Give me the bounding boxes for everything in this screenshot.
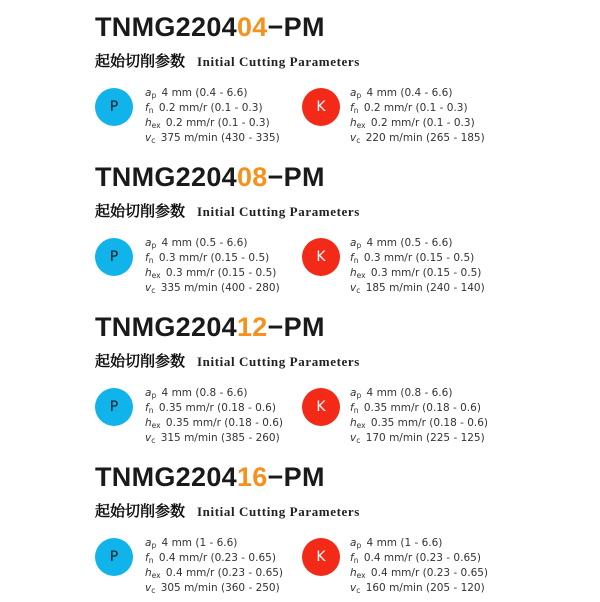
params-k: ap 4 mm (0.4 - 6.6) fn 0.2 mm/r (0.1 - 0.3) hex 0.2 mm/r (0.1 - 0.3) vc 220 m/min (265 - 185): [350, 87, 485, 145]
material-k-badge: K: [302, 538, 340, 576]
params-p: ap 4 mm (0.4 - 6.6) fn 0.2 mm/r (0.1 - 0.3) hex 0.2 mm/r (0.1 - 0.3) vc 375 m/min (430 - 335): [145, 87, 280, 145]
params-p: ap 4 mm (0.5 - 6.6) fn 0.3 mm/r (0.15 - 0.5) hex 0.3 mm/r (0.15 - 0.5) vc 335 m/min (400 - 280): [145, 237, 280, 295]
insert-title: TNMG220412−PM: [95, 312, 325, 342]
params-k: ap 4 mm (0.5 - 6.6) fn 0.3 mm/r (0.15 - 0.5) hex 0.3 mm/r (0.15 - 0.5) vc 185 m/min (240 - 140): [350, 237, 485, 295]
insert-title: TNMG220416−PM: [95, 462, 325, 492]
insert-block-12: [0, 302, 600, 452]
material-k-badge: K: [302, 88, 340, 126]
insert-block-08: [0, 152, 600, 302]
material-p-badge: P: [95, 238, 133, 276]
material-p-badge: P: [95, 88, 133, 126]
subtitle: 起始切削参数 Initial Cutting Parameters: [95, 202, 360, 220]
material-k-badge: K: [302, 388, 340, 426]
params-p: ap 4 mm (0.8 - 6.6) fn 0.35 mm/r (0.18 - 0.6) hex 0.35 mm/r (0.18 - 0.6) vc 315 m/min (385 - 260): [145, 387, 284, 445]
subtitle: 起始切削参数 Initial Cutting Parameters: [95, 52, 360, 70]
material-k-badge: K: [302, 238, 340, 276]
insert-title: TNMG220404−PM: [95, 12, 325, 42]
material-p-badge: P: [95, 388, 133, 426]
material-p-badge: P: [95, 538, 133, 576]
subtitle: 起始切削参数 Initial Cutting Parameters: [95, 352, 360, 370]
params-p: ap 4 mm (1 - 6.6) fn 0.4 mm/r (0.23 - 0.65) hex 0.4 mm/r (0.23 - 0.65) vc 305 m/min (360 - 250): [145, 537, 284, 595]
insert-block-16: [0, 452, 600, 602]
subtitle: 起始切削参数 Initial Cutting Parameters: [95, 502, 360, 520]
insert-block-04: [0, 2, 600, 152]
params-k: ap 4 mm (1 - 6.6) fn 0.4 mm/r (0.23 - 0.65) hex 0.4 mm/r (0.23 - 0.65) vc 160 m/min (205 - 120): [350, 537, 489, 595]
params-k: ap 4 mm (0.8 - 6.6) fn 0.35 mm/r (0.18 - 0.6) hex 0.35 mm/r (0.18 - 0.6) vc 170 m/min (225 - 125): [350, 387, 489, 445]
insert-title: TNMG220408−PM: [95, 162, 325, 192]
